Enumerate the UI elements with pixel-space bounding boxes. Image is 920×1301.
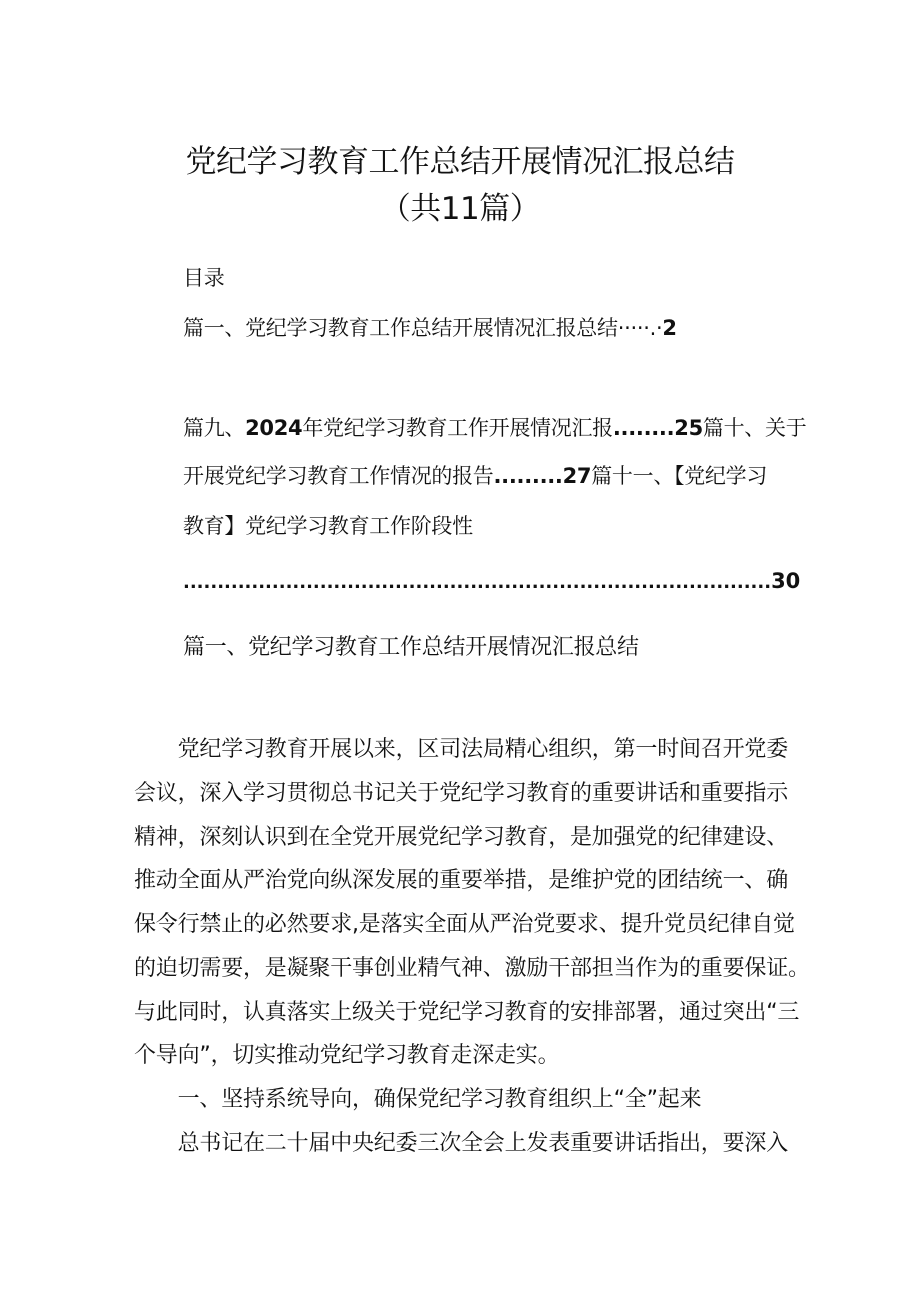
document-subtitle: （共11篇） xyxy=(379,191,541,227)
toc-entry-9 xyxy=(183,414,806,442)
toc-entry-1-page: 2 xyxy=(662,316,677,340)
toc-entry-10-page: 27 xyxy=(562,464,592,488)
toc-entry-11-text: 篇十一、【党纪学习 xyxy=(591,464,768,488)
toc-entry-11-leader xyxy=(183,568,800,596)
toc-entry-10-text: 篇十、关于 xyxy=(702,416,807,440)
toc-entry-11-cont: 教育】党纪学习教育工作阶段性 xyxy=(183,514,473,538)
toc-entry-9-dots: ........ xyxy=(612,416,675,440)
toc-entry-11-dots: ...................................................................................... xyxy=(183,572,772,593)
body-line: 的迫切需要，是凝聚干事创业精气神、激励干部担当作为的重要保证。 xyxy=(134,956,810,981)
toc-entry-9-year: 2024 xyxy=(245,416,303,440)
body-line: 一、坚持系统导向，确保党纪学习教育组织上“全”起来 xyxy=(134,1087,702,1112)
section-heading: 篇一、党纪学习教育工作总结开展情况汇报总结 xyxy=(183,635,639,660)
toc-entry-11 xyxy=(183,512,473,540)
body-line: 党纪学习教育开展以来，区司法局精心组织，第一时间召开党委 xyxy=(134,737,789,762)
toc-entry-9-page: 25 xyxy=(674,416,703,440)
body-line: 与此同时，认真落实上级关于党纪学习教育的安排部署，通过突出“三 xyxy=(134,1000,800,1025)
toc-entry-10 xyxy=(183,462,767,490)
toc-heading: 目录 xyxy=(183,266,225,290)
toc-entry-9-text: 年党纪学习教育工作开展情况汇报 xyxy=(302,416,613,440)
body-line: 推动全面从严治党向纵深发展的重要举措，是维护党的团结统一、确 xyxy=(134,868,789,893)
body-line: 会议，深入学习贯彻总书记关于党纪学习教育的重要讲话和重要指示 xyxy=(134,781,789,806)
body-line: 个导向”，切实推动党纪学习教育走深走实。 xyxy=(134,1043,560,1068)
body-line: 精神，深刻认识到在全党开展党纪学习教育，是加强党的纪律建设、 xyxy=(134,825,789,850)
toc-entry-11-page: 30 xyxy=(771,569,801,593)
document-title: 党纪学习教育工作总结开展情况汇报总结 xyxy=(185,144,735,180)
toc-entry-1-text: 篇一、党纪学习教育工作总结开展情况汇报总结·····.· xyxy=(183,316,663,340)
toc-entry-1 xyxy=(183,314,677,342)
body-line: 总书记在二十届中央纪委三次全会上发表重要讲话指出，要深入 xyxy=(134,1131,789,1156)
toc-entry-10-dots: ......... xyxy=(493,464,563,488)
toc-entry-9-prefix: 篇九、 xyxy=(183,416,246,440)
body-line: 保令行禁止的必然要求,是落实全面从严治党要求、提升党员纪律自觉 xyxy=(134,912,795,937)
toc-entry-10-cont: 开展党纪学习教育工作情况的报告 xyxy=(183,464,494,488)
